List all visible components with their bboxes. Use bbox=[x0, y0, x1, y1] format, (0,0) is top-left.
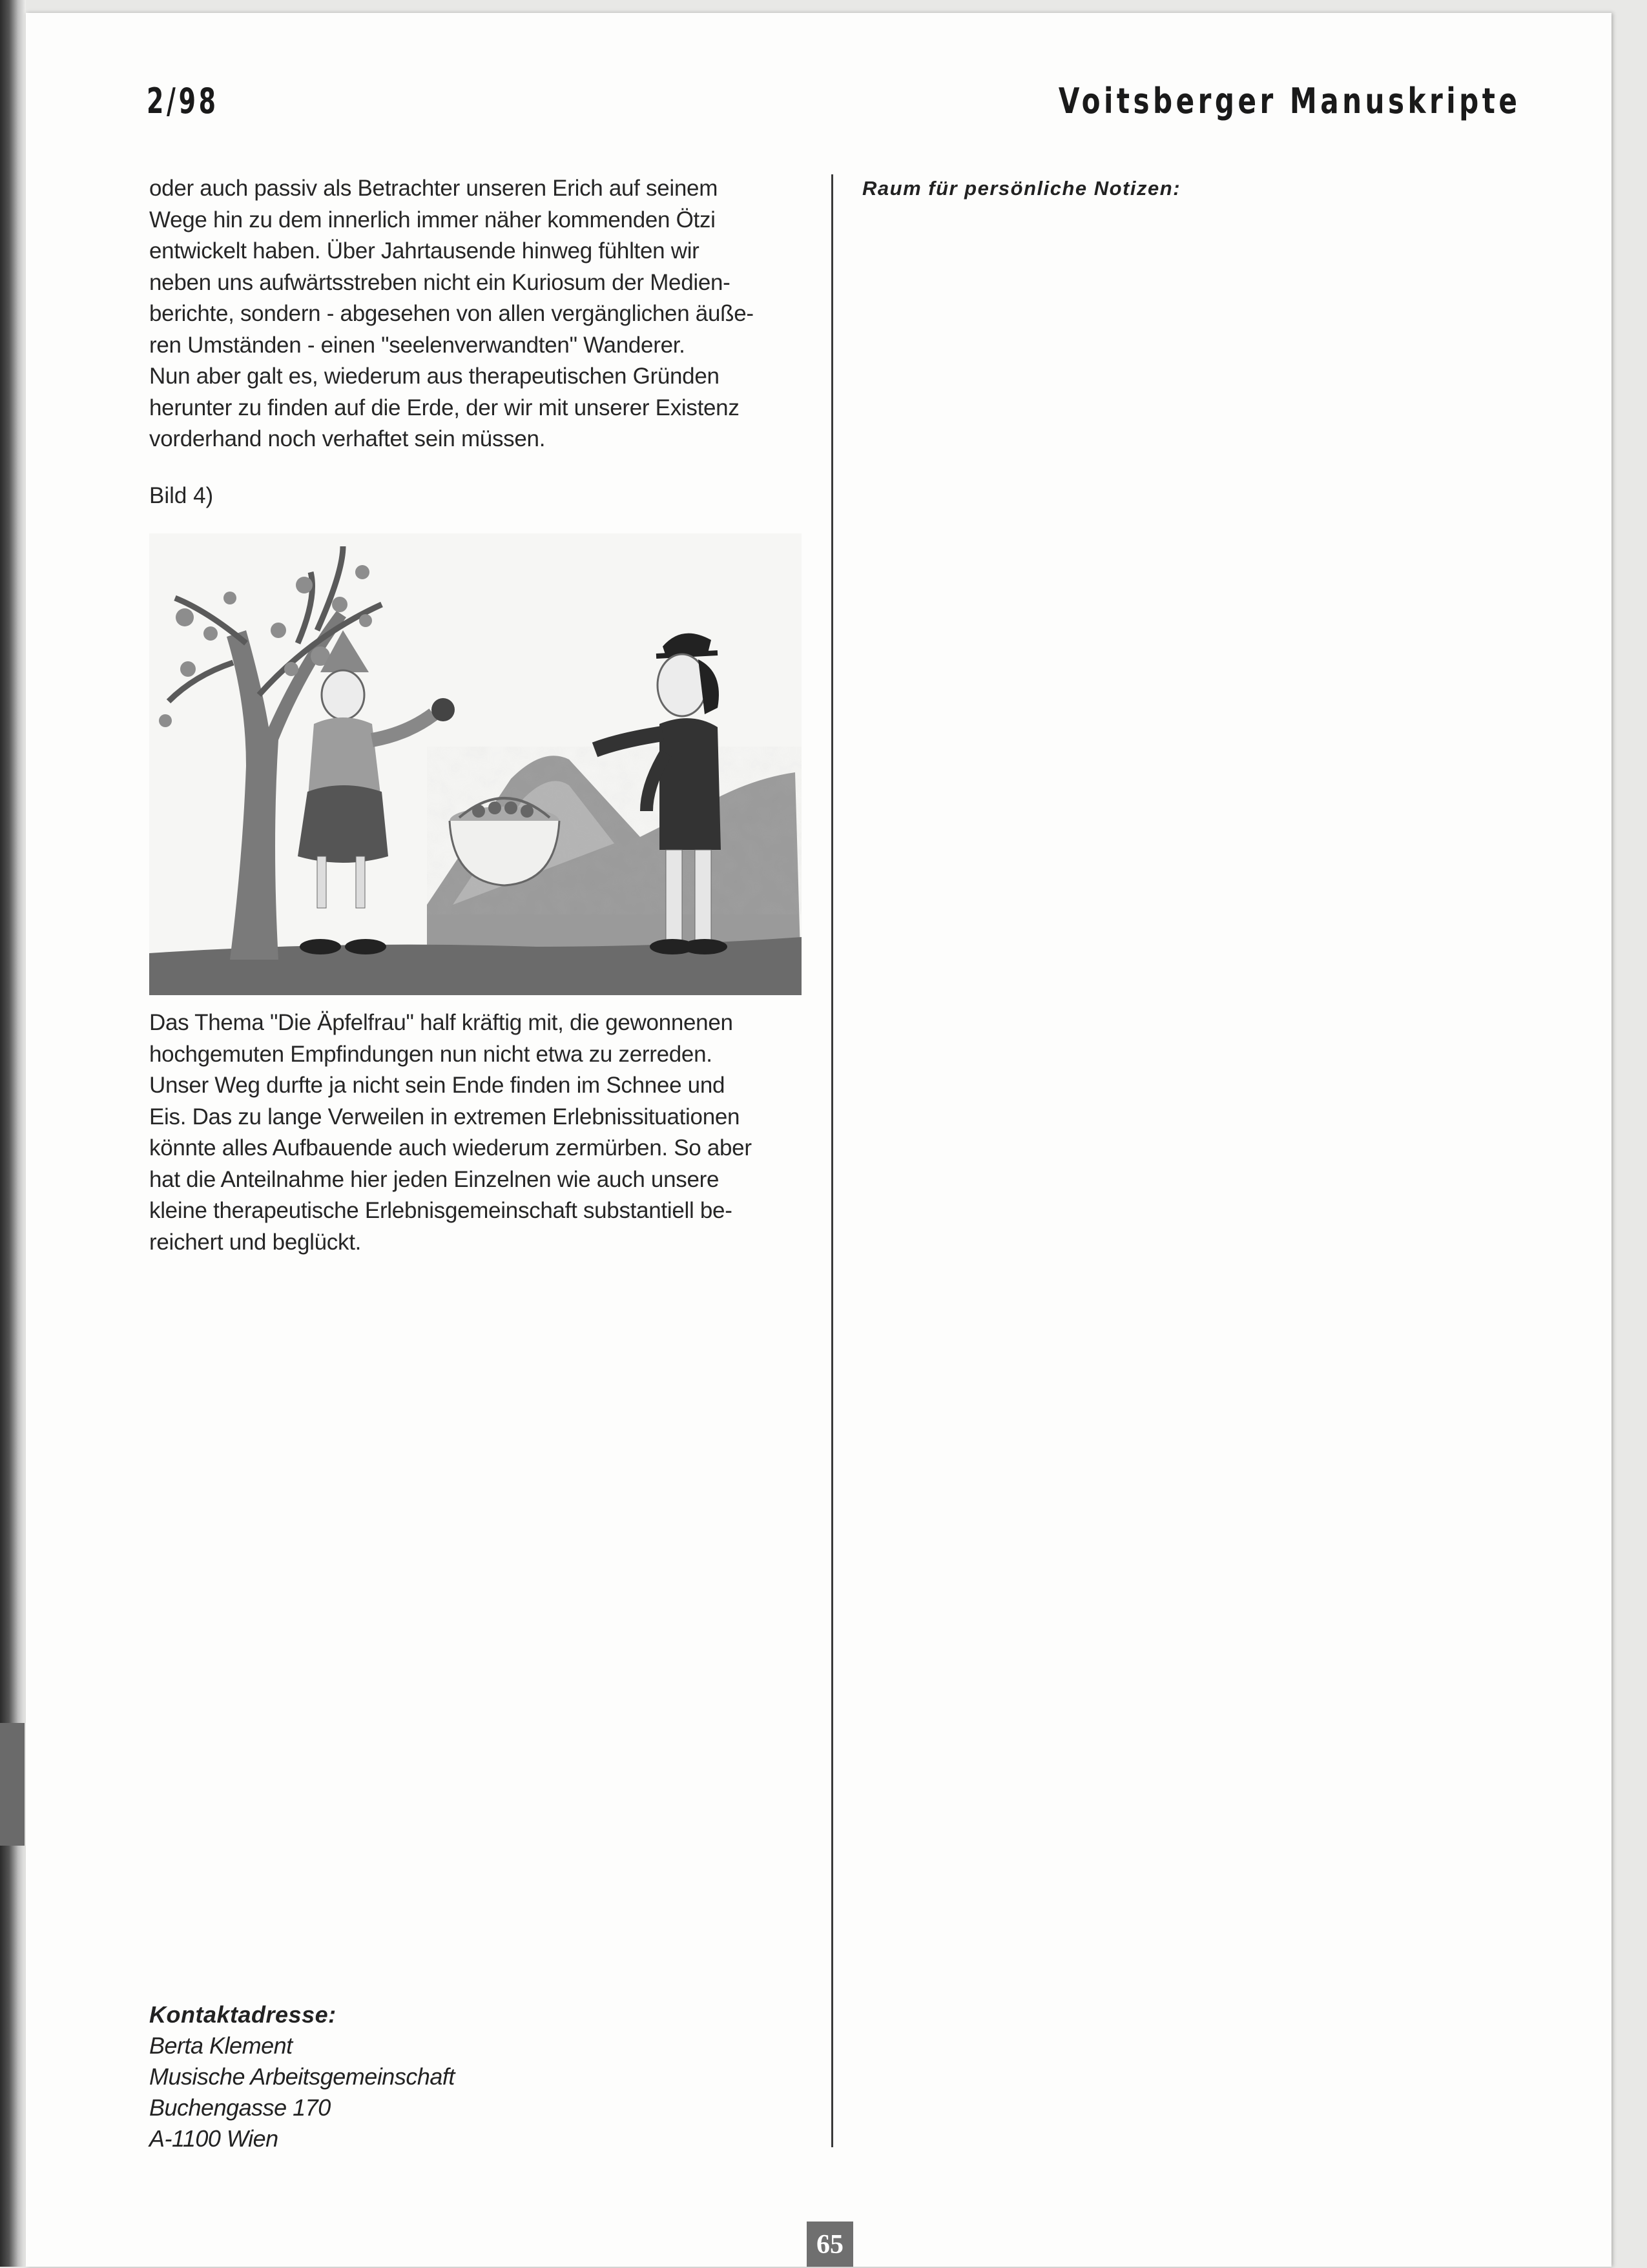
contact-block bbox=[149, 1999, 455, 2154]
figure-caption: Bild 4) bbox=[149, 483, 214, 508]
binding-edge bbox=[0, 0, 26, 2267]
notes-label: Raum für persönliche Notizen: bbox=[862, 177, 1181, 200]
paragraph: Das Thema "Die Äpfelfrau" half kräftig mit, die gewonnenen hochgemuten Empfindungen nun nicht etwa zu zerreden. Unser Weg durfte ja nicht sein Ende finden im Schnee und Eis. Das zu lange Verweilen in extremen Erlebnissituationen könnte alles Aufbauende auch wiederum zermürben. So aber hat die Anteilnahme hier jeden Einzelnen wie auch unsere kleine therapeutische Erlebnisgemeinschaft substantiell be- reichert und beglückt. bbox=[149, 1010, 752, 1255]
contact-heading: Kontaktadresse: bbox=[149, 2001, 337, 2028]
binding-tab bbox=[0, 1723, 25, 1846]
article-text bbox=[149, 1007, 802, 1258]
page-number: 65 bbox=[807, 2222, 853, 2267]
paragraph: oder auch passiv als Betrachter unseren Erich auf seinem Wege hin zu dem innerlich immer näher kommenden Ötzi entwickelt haben. Über Jahrtausende hinweg fühlten wir neben uns aufwärtsstreben nicht ein Kuriosum der Medien- berichte, sondern - abgesehen von allen vergänglichen äuße- ren Umständen - einen "seelenverwandten" Wanderer. Nun aber galt es, wiederum aus therapeutischen Gründen herunter zu finden auf die Erde, der wir mit unserer Existenz vorderhand noch verhaftet sein müssen. bbox=[149, 176, 754, 451]
contact-city: A-1100 Wien bbox=[149, 2125, 278, 2152]
contact-street: Buchengasse 170 bbox=[149, 2094, 331, 2121]
contact-name: Berta Klement bbox=[149, 2032, 293, 2059]
journal-title: Voitsberger Manuskripte bbox=[1058, 81, 1520, 121]
column-divider bbox=[831, 174, 833, 2147]
issue-number: 2/98 bbox=[147, 81, 219, 121]
article-text bbox=[149, 173, 802, 455]
contact-organization: Musische Arbeitsgemeinschaft bbox=[149, 2063, 455, 2090]
child-drawing-apple-woman bbox=[149, 533, 802, 995]
